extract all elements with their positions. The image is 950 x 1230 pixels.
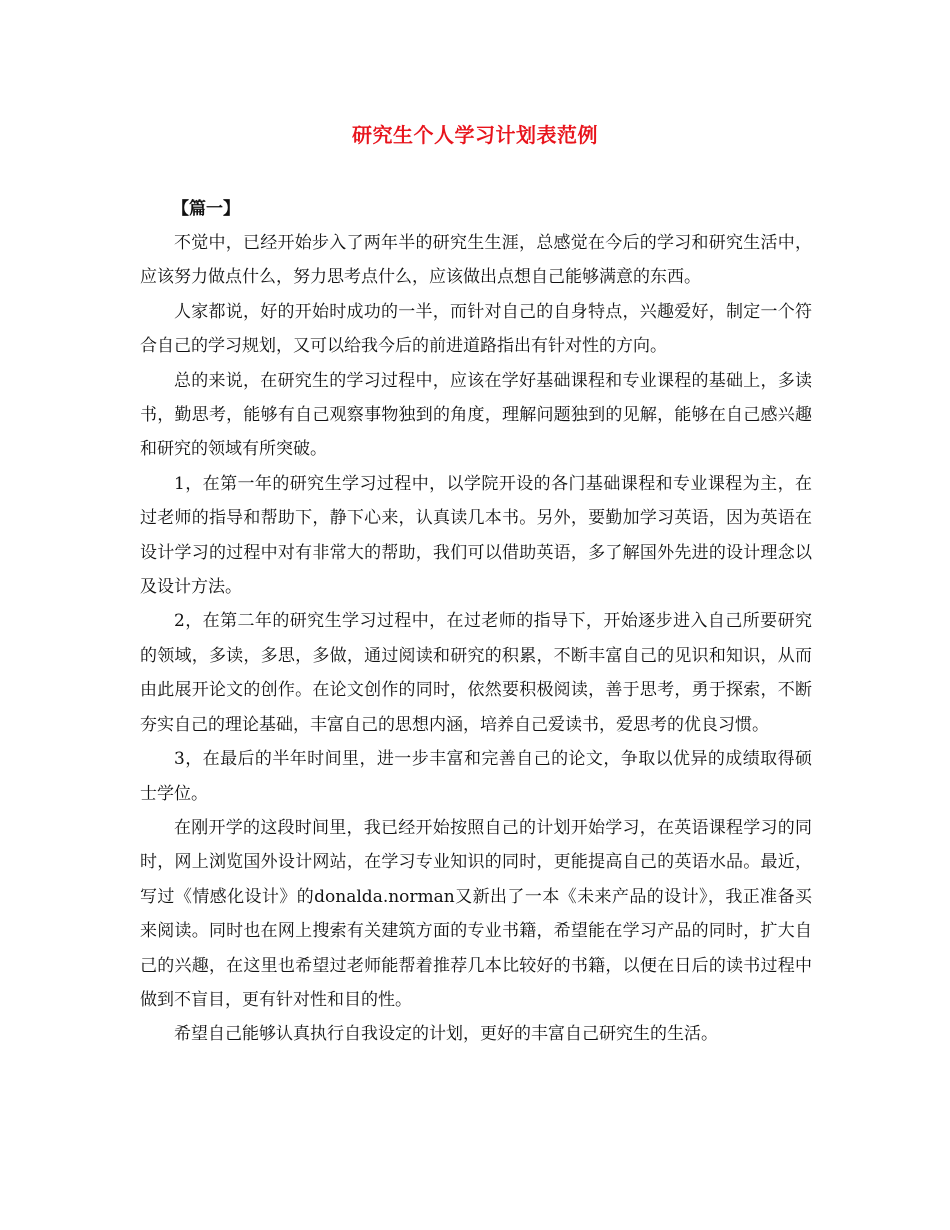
document-title: 研究生个人学习计划表范例 [352,123,598,147]
paragraph: 1，在第一年的研究生学习过程中，以学院开设的各门基础课程和专业课程为主，在过老师的指导和帮助下，静下心来，认真读几本书。另外，要勤加学习英语，因为英语在设计学习的过程中对有非常大的帮助，我们可以借助英语，多了解国外先进的设计理念以及设计方法。 [140,473,812,598]
paragraph: 3，在最后的半年时间里，进一步丰富和完善自己的论文，争取以优异的成绩取得硕士学位。 [140,749,812,804]
paragraph: 在刚开学的这段时间里，我已经开始按照自己的计划开始学习，在英语课程学习的同时，网上浏览国外设计网站，在学习专业知识的同时，更能提高自己的英语水品。最近，写过《情感化设计》的donalda.norman又新出了一本《未来产品的设计》，我正准备买来阅读。同时也在网上搜索有关建筑方面的专业书籍，希望能在学习产品的同时，扩大自己的兴趣，在这里也希望过老师能帮着推荐几本比较好的书籍，以便在日后的读书过程中做到不盲目，更有针对性和目的性。 [140,817,812,1010]
paragraph: 不觉中，已经开始步入了两年半的研究生生涯，总感觉在今后的学习和研究生活中，应该努力做点什么，努力思考点什么，应该做出点想自己能够满意的东西。 [140,233,812,288]
paragraph: 2，在第二年的研究生学习过程中，在过老师的指导下，开始逐步进入自己所要研究的领域，多读，多思，多做，通过阅读和研究的积累，不断丰富自己的见识和知识，从而由此展开论文的创作。在论文创作的同时，依然要积极阅读，善于思考，勇于探索，不断夯实自己的理论基础，丰富自己的思想内涵，培养自己爱读书，爱思考的优良习惯。 [140,611,812,735]
section-label: 【篇一】 [172,199,240,219]
paragraph: 总的来说，在研究生的学习过程中，应该在学好基础课程和专业课程的基础上，多读书，勤思考，能够有自己观察事物独到的角度，理解问题独到的见解，能够在自己感兴趣和研究的领域有所突破。 [140,370,812,460]
paragraph: 人家都说，好的开始时成功的一半，而针对自己的自身特点，兴趣爱好，制定一个符合自己的学习规划，又可以给我今后的前进道路指出有针对性的方向。 [140,301,812,357]
document-body [140,226,812,1052]
paragraph: 希望自己能够认真执行自我设定的计划，更好的丰富自己研究生的生活。 [174,1024,718,1045]
